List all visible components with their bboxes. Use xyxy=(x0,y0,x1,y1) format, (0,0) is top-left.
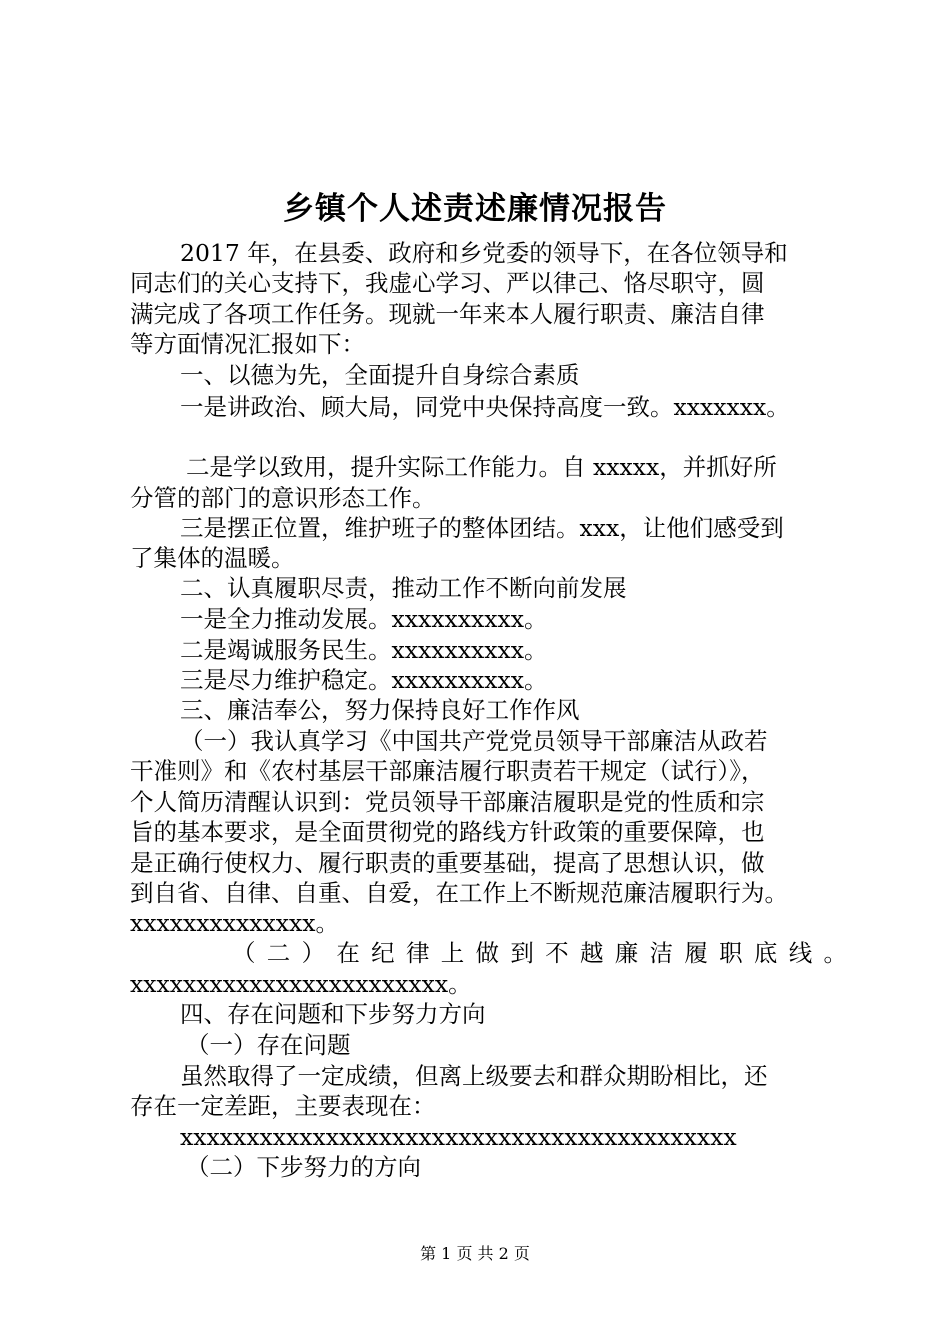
paragraph-line: 三是摆正位置，维护班子的整体团结。xxx，让他们感受到 xyxy=(180,514,784,542)
paragraph-line: 同志们的关心支持下，我虚心学习、严以律己、恪尽职守，圆 xyxy=(130,269,765,297)
paragraph-line: 分管的部门的意识形态工作。 xyxy=(130,484,436,512)
paragraph-line: 二是学以致用，提升实际工作能力。自 xxxxx，并抓好所 xyxy=(186,453,777,481)
page-footer: 第 1 页 共 2 页 xyxy=(420,1244,530,1263)
section-heading: 二、认真履职尽责，推动工作不断向前发展 xyxy=(180,574,627,602)
paragraph-line: 三是尽力维护稳定。xxxxxxxxxx。 xyxy=(180,666,548,694)
paragraph-line: 二是竭诚服务民生。xxxxxxxxxx。 xyxy=(180,636,548,664)
section-heading: 四、存在问题和下步努力方向 xyxy=(180,1000,486,1028)
paragraph-line: 等方面情况汇报如下： xyxy=(130,330,365,358)
paragraph-line: 干准则》和《农村基层干部廉洁履行职责若干规定（试行）》， xyxy=(130,757,765,785)
paragraph-line: 虽然取得了一定成绩，但离上级要去和群众期盼相比，还 xyxy=(180,1062,768,1090)
paragraph-line: 存在一定差距，主要表现在： xyxy=(130,1092,436,1120)
paragraph-line: 旨的基本要求，是全面贯彻党的路线方针政策的重要保障，也 xyxy=(130,818,765,846)
paragraph-line: 一是讲政治、顾大局，同党中央保持高度一致。xxxxxxx。 xyxy=(180,393,790,421)
section-heading: 一、以德为先，全面提升自身综合素质 xyxy=(180,361,580,389)
paragraph-line: 满完成了各项工作任务。现就一年来本人履行职责、廉洁自律 xyxy=(130,300,765,328)
paragraph-line: （一）我认真学习《中国共产党党员领导干部廉洁从政若 xyxy=(180,727,768,755)
paragraph-line: xxxxxxxxxxxxxx。 xyxy=(130,909,340,937)
paragraph-line: 了集体的温暖。 xyxy=(130,544,295,572)
paragraph-line: 到自省、自律、自重、自爱，在工作上不断规范廉洁履职行为。 xyxy=(130,879,788,907)
paragraph-line: 2017 年，在县委、政府和乡党委的领导下，在各位领导和 xyxy=(180,239,788,267)
paragraph-line: 一是全力推动发展。xxxxxxxxxx。 xyxy=(180,605,548,633)
subsection-heading: （二）下步努力的方向 xyxy=(186,1153,421,1181)
paragraph-line: xxxxxxxxxxxxxxxxxxxxxxxx。 xyxy=(130,970,472,998)
subsection-heading: （一）存在问题 xyxy=(186,1031,351,1059)
paragraph-line: xxxxxxxxxxxxxxxxxxxxxxxxxxxxxxxxxxxxxxxxxx xyxy=(180,1123,737,1151)
section-heading: 三、廉洁奉公，努力保持良好工作作风 xyxy=(180,696,580,724)
document-title: 乡镇个人述责述廉情况报告 xyxy=(283,191,667,227)
paragraph-line: （二）在纪律上做到不越廉洁履职底线。 xyxy=(232,939,847,967)
paragraph-line: 是正确行使权力、履行职责的重要基础，提高了思想认识，做 xyxy=(130,849,765,877)
paragraph-line: 个人简历清醒认识到：党员领导干部廉洁履职是党的性质和宗 xyxy=(130,788,765,816)
